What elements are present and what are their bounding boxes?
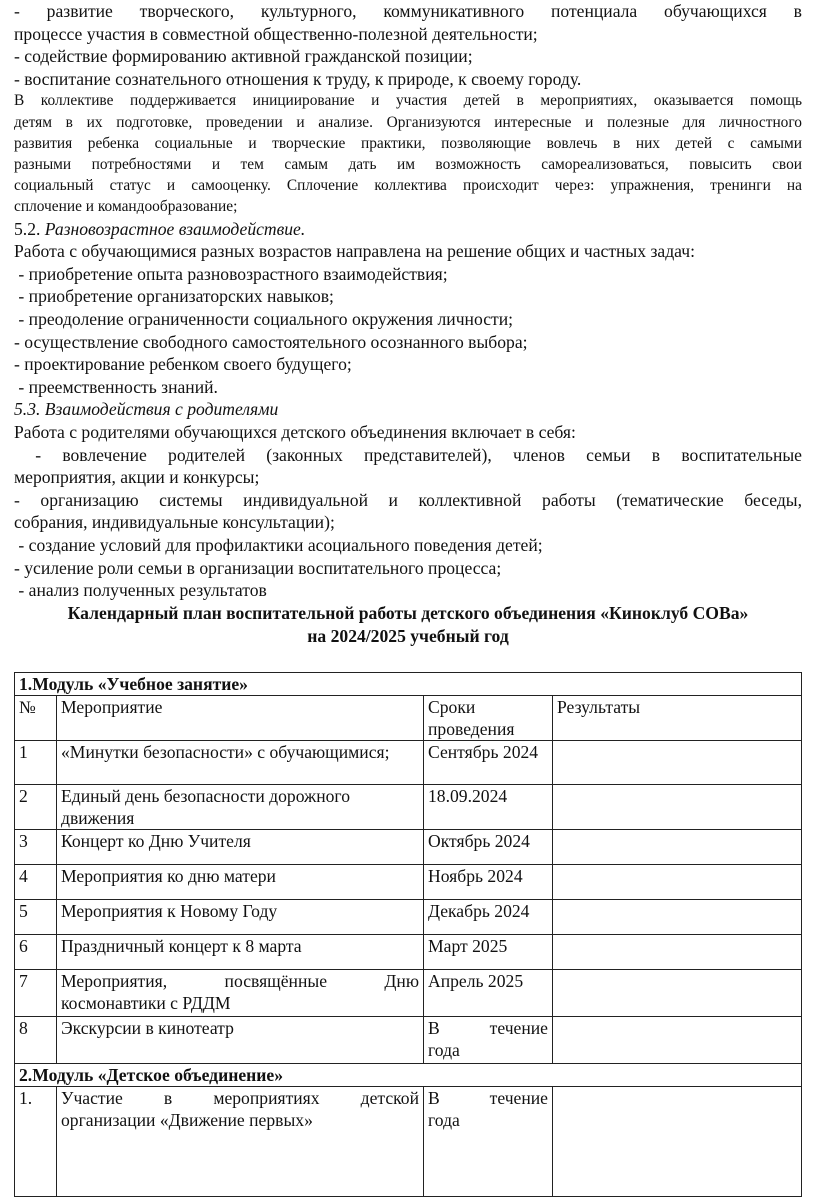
section-52-item: - проектирование ребенком своего будущего; [14, 354, 352, 375]
header-event: Мероприятие [57, 696, 424, 741]
section-53-item: - организацию системы индивидуальной и коллективной работы (тематические беседы, [14, 489, 802, 510]
paragraph-line-5: социальный статус и самооценку. Сплочение коллектива происходит через: упражнения, тренинги на [14, 177, 802, 195]
table-row [15, 900, 802, 935]
module-row [15, 673, 802, 696]
table-row [15, 1017, 802, 1064]
row-event: Единый день безопасности дорожного движения [57, 785, 424, 830]
row-date: Октябрь 2024 [424, 830, 553, 865]
row-number: 4 [15, 865, 57, 900]
table-row [15, 970, 802, 1017]
document-page [14, 0, 802, 648]
row-result [553, 865, 802, 900]
row-number: 3 [15, 830, 57, 865]
row-result [553, 1017, 802, 1064]
section-53-item: - вовлечение родителей (законных представителей), членов семьи в воспитательные [14, 444, 802, 465]
table-row [15, 865, 802, 900]
section-53-item: - усиление роли семьи в организации воспитательного процесса; [14, 557, 502, 578]
row-result [553, 935, 802, 970]
row-event [57, 970, 424, 1017]
row-date-line-1: В течение [428, 1018, 548, 1038]
row-date: Ноябрь 2024 [424, 865, 553, 900]
header-dates-text: Сроки проведения [428, 697, 515, 739]
row-number: 2 [15, 785, 57, 830]
table-row [15, 1087, 802, 1197]
section-52-item: - приобретение опыта разновозрастного взаимодействия; [14, 263, 448, 284]
table-row [15, 935, 802, 970]
row-result [553, 785, 802, 830]
paragraph-line-3: развития ребенка социальные и творческие практики, позволяющие вовлечь в них детей с самыми [14, 134, 802, 152]
row-event-line-2: организации «Движение первых» [61, 1110, 313, 1130]
section-52-intro: Работа с обучающимися разных возрастов направлена на решение общих и частных задач: [14, 241, 695, 262]
row-date: Март 2025 [424, 935, 553, 970]
section-52-number: 5.2. [14, 218, 45, 239]
section-53-title: 5.3. Взаимодействия с родителями [14, 399, 279, 420]
plan-table [14, 672, 802, 1197]
row-date [424, 1087, 553, 1197]
row-date: Декабрь 2024 [424, 900, 553, 935]
table-header-row [15, 696, 802, 741]
section-52-item: - осуществление свободного самостоятельного осознанного выбора; [14, 331, 528, 352]
table-row [15, 785, 802, 830]
paragraph-line-4: разными потребностями и тем самым дать им возможность самореализоваться, повысить свои [14, 155, 802, 173]
row-date-line-1: В течение [428, 1088, 548, 1108]
row-result [553, 741, 802, 785]
row-result [553, 830, 802, 865]
row-event: «Минутки безопасности» с обучающимися; [57, 741, 424, 785]
row-event: Праздничный концерт к 8 марта [57, 935, 424, 970]
table-row [15, 741, 802, 785]
row-number: 1 [15, 741, 57, 785]
row-number: 5 [15, 900, 57, 935]
paragraph-line-2: детям в их подготовке, проведении и анализе. Организуются интересные и полезные для личностного [14, 113, 802, 131]
row-number: 7 [15, 970, 57, 1017]
row-event: Мероприятия ко дню матери [57, 865, 424, 900]
row-number: 1. [15, 1087, 57, 1197]
module-row [15, 1064, 802, 1087]
row-number: 6 [15, 935, 57, 970]
row-date-line-2: года [428, 1040, 460, 1060]
section-52-heading [14, 218, 802, 241]
row-result [553, 900, 802, 935]
row-date-line-2: года [428, 1110, 460, 1130]
row-result [553, 1087, 802, 1197]
section-53-intro: Работа с родителями обучающихся детского объединения включает в себя: [14, 421, 576, 442]
intro-line-1: - развитие творческого, культурного, коммуникативного потенциала обучающихся в [14, 1, 802, 21]
intro-line-3: - содействие формированию активной гражданской позиции; [14, 46, 473, 67]
section-52-item: - преодоление ограниченности социального окружения личности; [14, 308, 514, 329]
header-number: № [15, 696, 57, 741]
module-1-title: 1.Модуль «Учебное занятие» [15, 673, 802, 696]
row-event: Мероприятия к Новому Году [57, 900, 424, 935]
row-event: Экскурсии в кинотеатр [57, 1017, 424, 1064]
row-date: Апрель 2025 [424, 970, 553, 1017]
intro-line-4: - воспитание сознательного отношения к труду, к природе, к своему городу. [14, 68, 582, 89]
table-row [15, 830, 802, 865]
header-results: Результаты [553, 696, 802, 741]
section-52-item: - преемственность знаний. [14, 376, 218, 397]
row-number: 8 [15, 1017, 57, 1064]
row-date [424, 1017, 553, 1064]
row-event-line-1: Участие в мероприятиях детской [61, 1088, 419, 1108]
row-event [57, 1087, 424, 1197]
module-2-title: 2.Модуль «Детское объединение» [15, 1064, 802, 1087]
intro-line-2: процессе участия в совместной общественно-полезной деятельности; [14, 23, 538, 44]
section-53-item: - анализ полученных результатов [14, 580, 267, 601]
row-date: 18.09.2024 [424, 785, 553, 830]
section-53-item: собрания, индивидуальные консультации); [14, 512, 335, 533]
row-event-line-1: Мероприятия, посвящённые Дню [61, 971, 419, 991]
row-event: Концерт ко Дню Учителя [57, 830, 424, 865]
header-dates [424, 696, 553, 741]
plan-title-line-1: Календарный план воспитательной работы детского объединения «Киноклуб СОВа» [67, 602, 749, 623]
plan-title-line-2: на 2024/2025 учебный год [307, 625, 509, 646]
section-52-title: Разновозрастное взаимодействие. [44, 218, 306, 239]
row-result [553, 970, 802, 1017]
paragraph-line-6: сплочение и командообразование; [14, 198, 238, 216]
section-53-item: мероприятия, акции и конкурсы; [14, 467, 260, 488]
row-event-line-2: космонавтики с РДДМ [61, 993, 231, 1013]
section-53-item: - создание условий для профилактики асоциального поведения детей; [14, 534, 543, 555]
section-52-item: - приобретение организаторских навыков; [14, 286, 334, 307]
paragraph-line-1: В коллективе поддерживается инициирование и участия детей в мероприятиях, оказывается помощь [14, 92, 802, 110]
row-date: Сентябрь 2024 [424, 741, 553, 785]
